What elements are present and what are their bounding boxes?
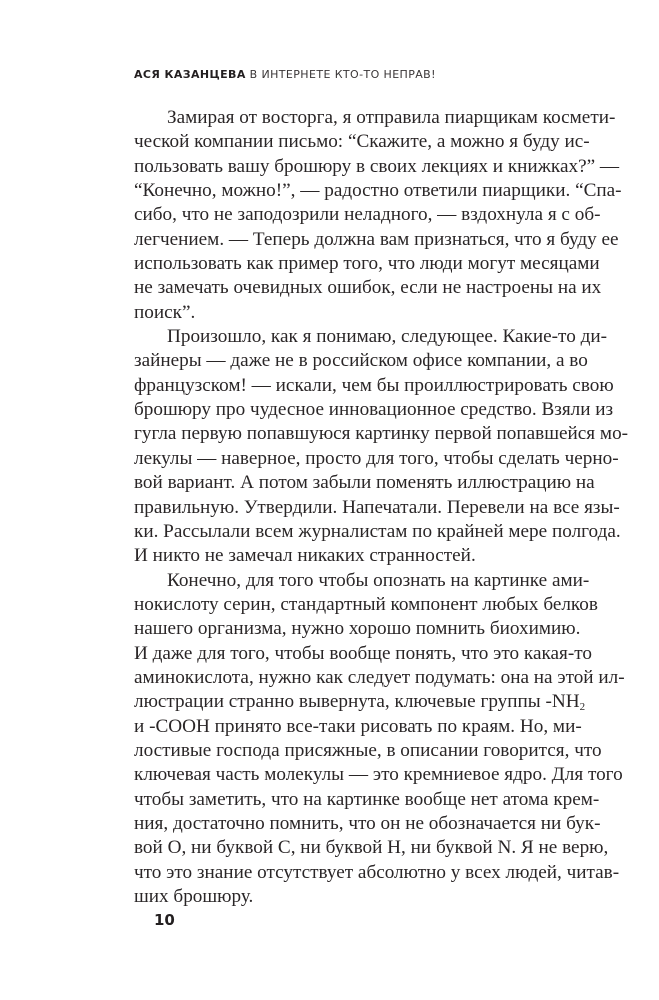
paragraph-3 [134, 569, 625, 910]
text-line: лекулы — наверное, просто для того, чтобы сделать черно- [134, 447, 619, 469]
running-head-author: АСЯ КАЗАНЦЕВА [134, 68, 246, 81]
paragraph-1 [134, 106, 622, 325]
text-line: И никто не замечал никаких странностей. [134, 545, 476, 567]
text-line: не замечать очевидных ошибок, если не настроены на их [134, 277, 602, 299]
text-line: Конечно, для того чтобы опознать на картинке ами- [167, 569, 590, 591]
text-line: ческой компании письмо: “Скажите, а можно я буду ис- [134, 131, 590, 153]
paragraph-2 [134, 325, 629, 568]
text-line: и -COOH принято все-таки рисовать по краям. Но, ми- [134, 715, 582, 737]
page-number: 10 [154, 911, 175, 929]
text-line: сибо, что не заподозрили неладного, — вздохнула я с об- [134, 204, 601, 226]
text-line: Замирая от восторга, я отправила пиарщикам космети- [167, 107, 616, 128]
text-line: пользовать вашу брошюру в своих лекциях и книжках?” — [134, 155, 620, 177]
text-line: легчением. — Теперь должна вам признаться, что я буду ее [134, 228, 619, 250]
text-line: лостивые господа присяжные, в описании говорится, что [134, 739, 602, 761]
text-line: вой вариант. А потом забыли поменять иллюстрацию на [134, 472, 595, 494]
subscript-2: 2 [579, 701, 586, 714]
text-line: аминокислота, нужно как следует подумать: она на этой ил- [134, 666, 625, 688]
text-line: чтобы заметить, что на картинке вообще нет атома крем- [134, 788, 600, 810]
text-line: ния, достаточно помнить, что он не обозначается ни бук- [134, 812, 601, 834]
text-line: ки. Рассылали всем журналистам по крайней мере полгода. [134, 520, 621, 542]
running-head-book-title: В ИНТЕРНЕТЕ КТО-ТО НЕПРАВ! [249, 68, 436, 81]
body-text [134, 106, 629, 909]
text-line: нашего организма, нужно хорошо помнить биохимию. [134, 618, 581, 640]
text-line: ших брошюру. [134, 886, 254, 907]
text-line: французском! — искали, чем бы проиллюстрировать свою [134, 374, 614, 396]
text-line: поиск”. [134, 301, 196, 323]
text-line: что это знание отсутствует абсолютно у всех людей, читав- [134, 861, 620, 883]
text-line: ключевая часть молекулы — это кремниевое ядро. Для того [134, 764, 623, 786]
text-line: гугла первую попавшуюся картинку первой попавшейся мо- [134, 423, 629, 445]
text-line: зайнеры — даже не в российском офисе компании, а во [134, 350, 588, 372]
text-line: брошюру про чудесное инновационное средство. Взяли из [134, 399, 614, 421]
text-line: нокислоту серин, стандартный компонент любых белков [134, 593, 598, 615]
text-line-with-subscript [134, 690, 586, 714]
text-line: использовать как пример того, что люди могут месяцами [134, 253, 600, 275]
text-line: правильную. Утвердили. Напечатали. Перевели на все язы- [134, 496, 620, 518]
text-line: Произошло, как я понимаю, следующее. Какие-то ди- [167, 326, 607, 348]
text-line: “Конечно, можно!”, — радостно ответили пиарщики. “Спа- [134, 180, 622, 202]
text-line: И даже для того, чтобы вообще понять, что это какая-то [134, 642, 592, 664]
text-line: вой O, ни буквой C, ни буквой H, ни буквой N. Я не верю, [134, 837, 609, 859]
running-head [134, 68, 436, 81]
text-line-content: люстрации странно вывернута, ключевые группы -NH [134, 691, 580, 713]
